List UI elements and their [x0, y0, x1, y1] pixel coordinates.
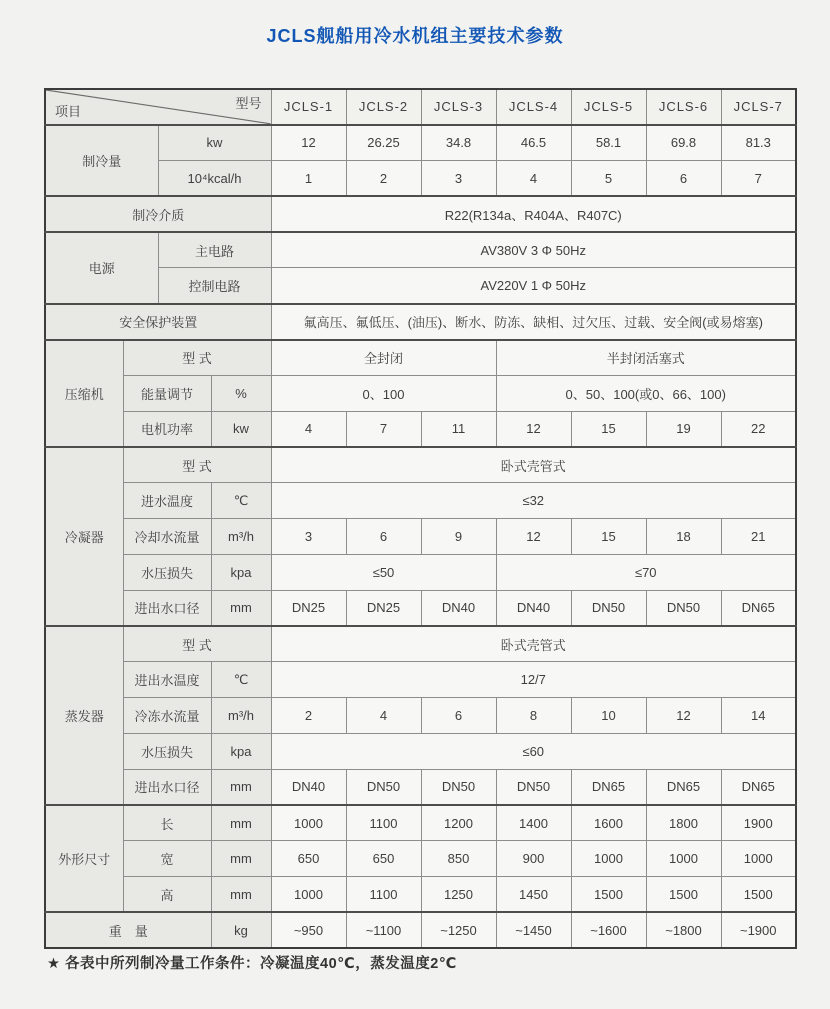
- evaporator-inlet-row: [45, 662, 796, 698]
- value-cell: 6: [646, 161, 721, 197]
- value-cell: ~1450: [496, 912, 571, 948]
- compressor-type-label: 型 式: [123, 340, 271, 376]
- value-cell: 2: [271, 698, 346, 734]
- value-cell: 1500: [721, 877, 796, 913]
- value-cell: 1200: [421, 805, 496, 841]
- value-cell: 12: [646, 698, 721, 734]
- value-cell: 21: [721, 519, 796, 555]
- condenser-pipe-unit: mm: [211, 590, 271, 626]
- compressor-motor-label: 电机功率: [123, 411, 211, 447]
- value-cell: 1400: [496, 805, 571, 841]
- cooling-kcal-row: [45, 161, 796, 197]
- power-control-label: 控制电路: [158, 268, 271, 304]
- value-cell: 1900: [721, 805, 796, 841]
- value-cell: 1000: [271, 877, 346, 913]
- value-cell: 9: [421, 519, 496, 555]
- value-cell: ~1600: [571, 912, 646, 948]
- weight-label: 重 量: [45, 912, 211, 948]
- condenser-type-value: 卧式壳管式: [271, 447, 796, 483]
- evaporator-inlet-unit: ℃: [211, 662, 271, 698]
- value-cell: 850: [421, 841, 496, 877]
- cooling-kw-row: [45, 125, 796, 161]
- value-cell: DN40: [421, 590, 496, 626]
- value-cell: 1: [271, 161, 346, 197]
- evaporator-pipe-label: 进出水口径: [123, 769, 211, 805]
- corner-item-label: 项目: [55, 103, 82, 119]
- condenser-type-row: [45, 447, 796, 483]
- value-cell: 12: [496, 411, 571, 447]
- condenser-loss-label: 水压损失: [123, 554, 211, 590]
- condenser-inlet-unit: ℃: [211, 483, 271, 519]
- evaporator-label: 蒸发器: [45, 626, 123, 805]
- value-cell: 58.1: [571, 125, 646, 161]
- condenser-pipe-row: [45, 590, 796, 626]
- weight-row: [45, 912, 796, 948]
- value-cell: 19: [646, 411, 721, 447]
- value-cell: 4: [496, 161, 571, 197]
- width-label: 宽: [123, 841, 211, 877]
- value-cell: ~1250: [421, 912, 496, 948]
- model-header: JCLS-5: [571, 89, 646, 125]
- compressor-type-right: 半封闭活塞式: [496, 340, 796, 376]
- value-cell: 14: [721, 698, 796, 734]
- value-cell: DN50: [646, 590, 721, 626]
- value-cell: 4: [346, 698, 421, 734]
- evaporator-loss-value: ≤60: [271, 733, 796, 769]
- refrigerant-row: [45, 196, 796, 232]
- condenser-type-label: 型 式: [123, 447, 271, 483]
- value-cell: ~1900: [721, 912, 796, 948]
- value-cell: 69.8: [646, 125, 721, 161]
- value-cell: 1500: [646, 877, 721, 913]
- value-cell: 1600: [571, 805, 646, 841]
- value-cell: 6: [421, 698, 496, 734]
- value-cell: 1800: [646, 805, 721, 841]
- corner-model-label: 型号: [235, 96, 262, 111]
- value-cell: 1000: [271, 805, 346, 841]
- evaporator-flow-row: [45, 698, 796, 734]
- condenser-loss-left: ≤50: [271, 554, 496, 590]
- refrigerant-value: R22(R134a、R404A、R407C): [271, 196, 796, 232]
- model-header: JCLS-2: [346, 89, 421, 125]
- safety-value: 氟高压、氟低压、(油压)、断水、防冻、缺相、过欠压、过载、安全阀(或易熔塞): [271, 304, 796, 340]
- evaporator-loss-unit: kpa: [211, 733, 271, 769]
- value-cell: 900: [496, 841, 571, 877]
- dimensions-label: 外形尺寸: [45, 805, 123, 912]
- evaporator-type-label: 型 式: [123, 626, 271, 662]
- value-cell: 7: [721, 161, 796, 197]
- value-cell: DN65: [571, 769, 646, 805]
- evaporator-pipe-row: [45, 769, 796, 805]
- value-cell: 1000: [721, 841, 796, 877]
- condenser-flow-unit: m³/h: [211, 519, 271, 555]
- value-cell: 12: [271, 125, 346, 161]
- footnote: ★ 各表中所列制冷量工作条件：冷凝温度40℃，蒸发温度2℃: [47, 956, 457, 972]
- compressor-energy-unit: %: [211, 375, 271, 411]
- model-header: JCLS-3: [421, 89, 496, 125]
- power-control-row: [45, 268, 796, 304]
- weight-unit: kg: [211, 912, 271, 948]
- spec-table: [44, 88, 797, 949]
- value-cell: ~950: [271, 912, 346, 948]
- length-unit: mm: [211, 805, 271, 841]
- model-header: JCLS-1: [271, 89, 346, 125]
- length-label: 长: [123, 805, 211, 841]
- safety-label: 安全保护装置: [45, 304, 271, 340]
- value-cell: 650: [346, 841, 421, 877]
- evaporator-loss-label: 水压损失: [123, 733, 211, 769]
- height-unit: mm: [211, 877, 271, 913]
- condenser-inlet-row: [45, 483, 796, 519]
- compressor-motor-unit: kw: [211, 411, 271, 447]
- cooling-kcal-unit: 10⁴kcal/h: [158, 161, 271, 197]
- value-cell: DN40: [496, 590, 571, 626]
- condenser-loss-unit: kpa: [211, 554, 271, 590]
- value-cell: 15: [571, 519, 646, 555]
- evaporator-pipe-unit: mm: [211, 769, 271, 805]
- value-cell: 1000: [571, 841, 646, 877]
- value-cell: 1250: [421, 877, 496, 913]
- condenser-inlet-value: ≤32: [271, 483, 796, 519]
- evaporator-inlet-value: 12/7: [271, 662, 796, 698]
- model-header: JCLS-4: [496, 89, 571, 125]
- value-cell: DN40: [271, 769, 346, 805]
- evaporator-inlet-label: 进出水温度: [123, 662, 211, 698]
- corner-cell: [45, 89, 271, 125]
- value-cell: 46.5: [496, 125, 571, 161]
- compressor-energy-left: 0、100: [271, 375, 496, 411]
- value-cell: 1100: [346, 877, 421, 913]
- height-label: 高: [123, 877, 211, 913]
- value-cell: ~1800: [646, 912, 721, 948]
- value-cell: 26.25: [346, 125, 421, 161]
- value-cell: 3: [271, 519, 346, 555]
- value-cell: 18: [646, 519, 721, 555]
- value-cell: 15: [571, 411, 646, 447]
- cooling-label: 制冷量: [45, 125, 158, 197]
- dimensions-width-row: [45, 841, 796, 877]
- compressor-energy-right: 0、50、100(或0、66、100): [496, 375, 796, 411]
- refrigerant-label: 制冷介质: [45, 196, 271, 232]
- value-cell: DN50: [496, 769, 571, 805]
- cooling-kw-unit: kw: [158, 125, 271, 161]
- power-main-value: AV380V 3 Φ 50Hz: [271, 232, 796, 268]
- compressor-energy-label: 能量调节: [123, 375, 211, 411]
- power-main-label: 主电路: [158, 232, 271, 268]
- value-cell: 2: [346, 161, 421, 197]
- evaporator-type-row: [45, 626, 796, 662]
- value-cell: DN50: [421, 769, 496, 805]
- condenser-pipe-label: 进出水口径: [123, 590, 211, 626]
- compressor-type-left: 全封闭: [271, 340, 496, 376]
- compressor-label: 压缩机: [45, 340, 123, 447]
- power-label: 电源: [45, 232, 158, 304]
- page-title: JCLS舰船用冷水机组主要技术参数: [266, 26, 564, 46]
- value-cell: 1450: [496, 877, 571, 913]
- value-cell: 1000: [646, 841, 721, 877]
- evaporator-flow-unit: m³/h: [211, 698, 271, 734]
- value-cell: 7: [346, 411, 421, 447]
- value-cell: DN65: [721, 590, 796, 626]
- value-cell: 6: [346, 519, 421, 555]
- value-cell: 34.8: [421, 125, 496, 161]
- value-cell: 1500: [571, 877, 646, 913]
- value-cell: 3: [421, 161, 496, 197]
- value-cell: DN25: [271, 590, 346, 626]
- power-main-row: [45, 232, 796, 268]
- safety-row: [45, 304, 796, 340]
- value-cell: 81.3: [721, 125, 796, 161]
- value-cell: 1100: [346, 805, 421, 841]
- evaporator-flow-label: 冷冻水流量: [123, 698, 211, 734]
- condenser-inlet-label: 进水温度: [123, 483, 211, 519]
- value-cell: 12: [496, 519, 571, 555]
- evaporator-loss-row: [45, 733, 796, 769]
- evaporator-type-value: 卧式壳管式: [271, 626, 796, 662]
- value-cell: DN50: [346, 769, 421, 805]
- condenser-flow-row: [45, 519, 796, 555]
- condenser-loss-right: ≤70: [496, 554, 796, 590]
- value-cell: 11: [421, 411, 496, 447]
- value-cell: 4: [271, 411, 346, 447]
- compressor-energy-row: [45, 375, 796, 411]
- dimensions-length-row: [45, 805, 796, 841]
- model-header: JCLS-6: [646, 89, 721, 125]
- model-header: JCLS-7: [721, 89, 796, 125]
- condenser-flow-label: 冷却水流量: [123, 519, 211, 555]
- value-cell: 5: [571, 161, 646, 197]
- dimensions-height-row: [45, 877, 796, 913]
- value-cell: 8: [496, 698, 571, 734]
- compressor-motor-row: [45, 411, 796, 447]
- value-cell: 650: [271, 841, 346, 877]
- compressor-type-row: [45, 340, 796, 376]
- value-cell: ~1100: [346, 912, 421, 948]
- condenser-loss-row: [45, 554, 796, 590]
- value-cell: DN65: [721, 769, 796, 805]
- value-cell: DN65: [646, 769, 721, 805]
- value-cell: DN25: [346, 590, 421, 626]
- header-row: [45, 89, 796, 125]
- value-cell: 10: [571, 698, 646, 734]
- width-unit: mm: [211, 841, 271, 877]
- value-cell: 22: [721, 411, 796, 447]
- condenser-label: 冷凝器: [45, 447, 123, 626]
- value-cell: DN50: [571, 590, 646, 626]
- power-control-value: AV220V 1 Φ 50Hz: [271, 268, 796, 304]
